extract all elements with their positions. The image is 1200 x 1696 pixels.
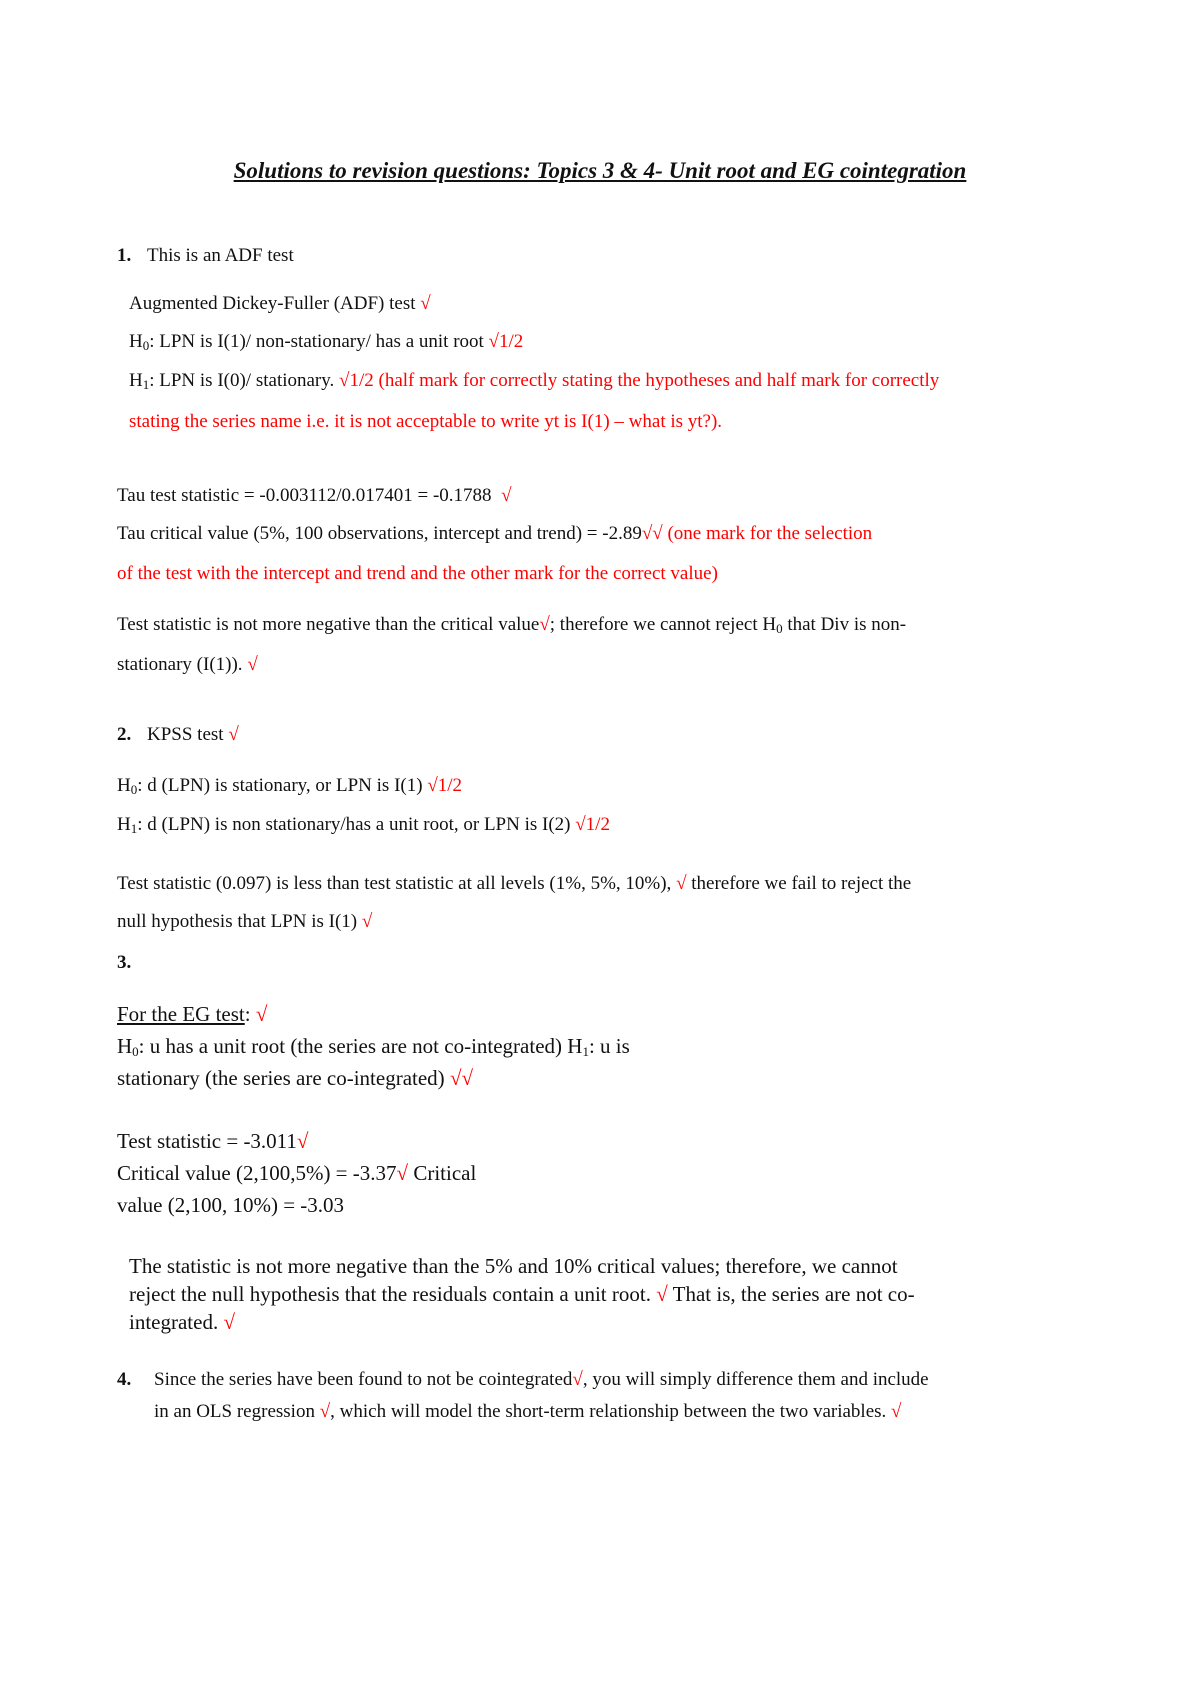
mark: √1/2 xyxy=(575,814,610,835)
q2-h0-line: $H_0$: d (LPN) is stationary, or LPN is I(1) √1/2 xyxy=(117,775,463,797)
q3-hypotheses-cont: stationary (the series are co-integrated) √√ xyxy=(117,1066,473,1090)
q1-tau-stat: Tau test statistic = -0.003112/0.017401 = -0.1788 √ xyxy=(117,485,512,506)
tick-mark: √ xyxy=(501,485,512,506)
tick-mark: √ xyxy=(296,1129,309,1153)
tick-mark: √ xyxy=(572,1369,583,1390)
q2-number: 2. xyxy=(117,724,132,745)
q4-number: 4. xyxy=(117,1369,132,1390)
q3-conclusion: The statistic is not more negative than the 5% and 10% critical values; therefore, we cannot xyxy=(129,1254,898,1278)
q3-intro-line xyxy=(117,951,147,975)
q1-tau-crit: Tau critical value (5%, 100 observations, intercept and trend) = -2.89√√ (one mark for the selection xyxy=(117,523,873,544)
q2-h1-line: $H_1$: d (LPN) is non stationary/has a unit root, or LPN is I(2) √1/2 xyxy=(117,814,610,836)
tick-mark: √ xyxy=(228,724,239,745)
q1-intro: This is an ADF test xyxy=(147,245,294,266)
mark: √1/2 xyxy=(427,775,463,796)
tick-mark: √ xyxy=(420,293,431,314)
q4-line-2: in an OLS regression √, which will model the short-term relationship between the two variables. √ xyxy=(154,1401,902,1422)
tick-mark: √ xyxy=(247,654,258,675)
tick-mark: √ xyxy=(255,1002,268,1026)
mark: √1/2 (half mark for correctly stating the hypotheses and half mark for correctly xyxy=(339,370,940,391)
page-title: Solutions to revision questions: Topics 3 & 4- Unit root and EG cointegration xyxy=(233,158,967,183)
q3-crit-5: Critical value (2,100,5%) = -3.37√ Critical xyxy=(117,1161,477,1185)
q1-conclusion-cont: stationary (I(1)). √ xyxy=(117,654,258,675)
q3-conclusion-end: integrated. √ xyxy=(129,1310,235,1334)
mark: √√ (one mark for the selection xyxy=(641,523,873,544)
q1-h1-line: $H_1$: LPN is I(0)/ stationary. √1/2 (half mark for correctly stating the hypotheses and half mark for correctly xyxy=(129,370,940,392)
q3-hypotheses: $H_0$: u has a unit root (the series are not co-integrated) $H_1$: u is xyxy=(117,1034,630,1059)
tick-mark: √ xyxy=(676,873,687,894)
q2-intro-line: 2. KPSS test √ xyxy=(117,724,239,745)
tick-mark: √ xyxy=(656,1282,668,1306)
tick-mark: √ xyxy=(223,1310,235,1334)
q3-conclusion-cont: reject the null hypothesis that the residuals contain a unit root. √ That is, the series are not co- xyxy=(129,1282,915,1306)
tick-mark: √ xyxy=(319,1401,331,1422)
q2-conclusion: Test statistic (0.097) is less than test statistic at all levels (1%, 5%, 10%), √ therefore we fail to reject the xyxy=(117,873,912,894)
q3-eg-heading: For the EG test: √ xyxy=(117,1002,268,1026)
tick-mark: √ xyxy=(361,911,373,932)
q1-h1-note: stating the series name i.e. it is not acceptable to write yt is I(1) – what is yt?). xyxy=(129,411,723,432)
q1-h0-line: $H_0$: LPN is I(1)/ non-stationary/ has a unit root √1/2 xyxy=(129,331,524,353)
q1-number: 1. xyxy=(117,245,132,266)
q1-adf-line: Augmented Dickey-Fuller (ADF) test √ xyxy=(129,293,431,314)
tick-mark: √ xyxy=(396,1161,409,1185)
q3-crit-10: value (2,100, 10%) = -3.03 xyxy=(117,1193,345,1217)
q4-line-1: 4. Since the series have been found to not be cointegrated√, you will simply difference them and include xyxy=(117,1369,929,1390)
tick-mark: √ xyxy=(891,1401,902,1422)
q1-conclusion: Test statistic is not more negative than the critical value√; therefore we cannot reject $H_0$ that Div is non- xyxy=(117,614,907,636)
q2-conclusion-cont: null hypothesis that LPN is I(1) √ xyxy=(117,911,373,932)
q1-intro-line xyxy=(117,244,294,268)
q3-test-stat: Test statistic = -3.011√ xyxy=(117,1129,309,1153)
tick-mark: √ xyxy=(539,614,550,635)
q1-tau-note: of the test with the intercept and trend and the other mark for the correct value) xyxy=(117,563,718,584)
mark: √1/2 xyxy=(488,331,524,352)
q3-number: 3. xyxy=(117,952,132,973)
mark: √√ xyxy=(449,1066,473,1090)
